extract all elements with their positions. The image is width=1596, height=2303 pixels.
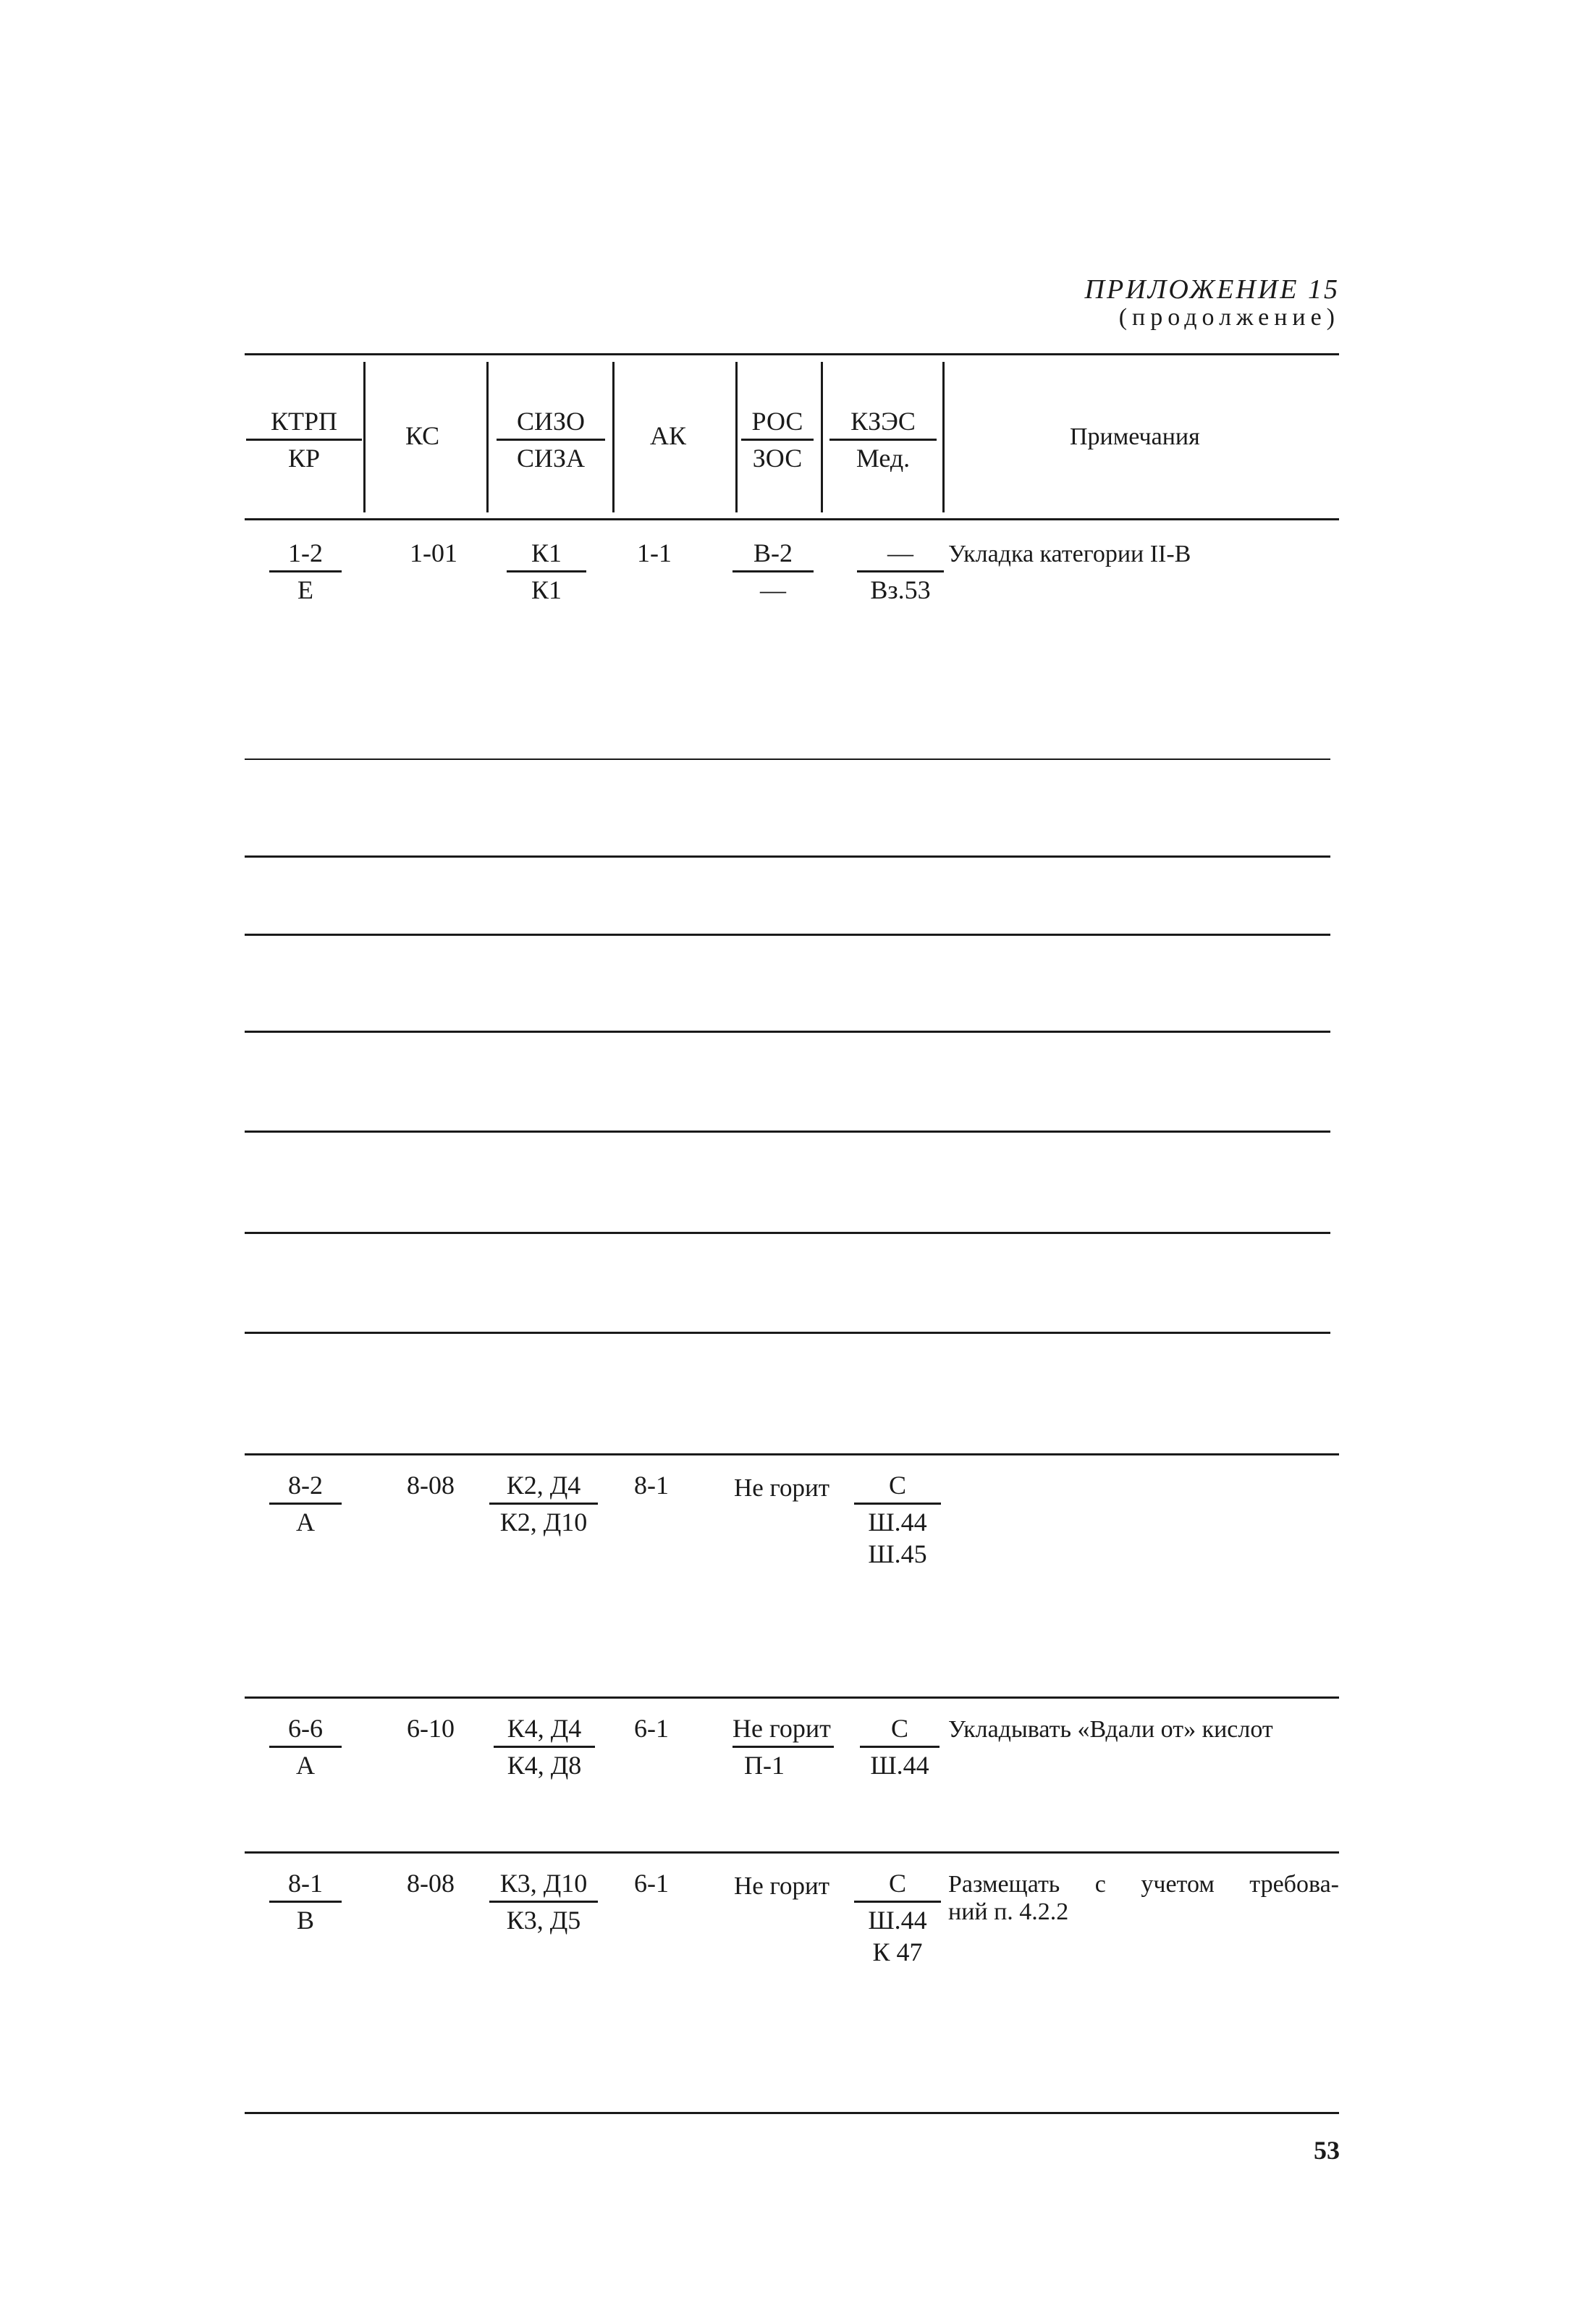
row2-kr: А bbox=[296, 1508, 315, 1537]
col-divider bbox=[821, 362, 823, 512]
row4-ktrp: 8-1 bbox=[288, 1869, 323, 1898]
row3-note: Укладывать «Вдали от» кислот bbox=[948, 1716, 1273, 1743]
row3-ktrp-kr bbox=[269, 1712, 342, 1781]
col-divider bbox=[612, 362, 615, 512]
empty-rule bbox=[245, 1031, 1330, 1033]
row-separator bbox=[245, 1851, 1339, 1854]
row4-siza: К3, Д5 bbox=[506, 1906, 581, 1935]
row2-siza: К2, Д10 bbox=[499, 1508, 588, 1537]
row3-ak: 6-1 bbox=[634, 1714, 669, 1743]
row3-kr: А bbox=[296, 1751, 315, 1780]
header-siza: СИЗА bbox=[516, 444, 586, 473]
row4-ros: Не горит bbox=[734, 1872, 830, 1900]
row-separator bbox=[245, 1453, 1339, 1455]
fraction-bar bbox=[269, 1746, 342, 1748]
header-sizo-siza bbox=[497, 405, 605, 474]
row4-kzes-med bbox=[854, 1867, 941, 1968]
fraction-bar bbox=[494, 1746, 595, 1748]
row4-ktrp-kr bbox=[269, 1867, 342, 1936]
fraction-bar bbox=[489, 1503, 598, 1505]
row2-kzes: С bbox=[888, 1471, 906, 1500]
header-ak: АК bbox=[650, 421, 687, 450]
row2-ros: Не горит bbox=[734, 1474, 830, 1502]
row4-med2: К 47 bbox=[872, 1938, 923, 1966]
row4-kr: В bbox=[296, 1906, 314, 1935]
table-top-rule bbox=[245, 353, 1339, 355]
table-bottom-rule bbox=[245, 2112, 1339, 2114]
header-med: Мед. bbox=[856, 444, 911, 473]
appendix-subtitle: (продолжение) bbox=[1118, 304, 1340, 331]
fraction-bar bbox=[269, 1503, 342, 1505]
header-kr: КР bbox=[287, 444, 321, 473]
fraction-bar bbox=[732, 570, 814, 572]
row-separator bbox=[245, 1696, 1339, 1699]
row3-ks: 6-10 bbox=[407, 1714, 455, 1743]
row1-kzes: — bbox=[887, 538, 913, 567]
fraction-bar bbox=[854, 1901, 941, 1903]
fraction-bar bbox=[829, 439, 937, 441]
row1-ktrp-kr bbox=[269, 537, 342, 606]
appendix-title: ПРИЛОЖЕНИЕ 15 bbox=[1084, 274, 1340, 305]
fraction-bar bbox=[741, 439, 814, 441]
row2-sizo: К2, Д4 bbox=[506, 1471, 581, 1500]
row2-med2: Ш.45 bbox=[868, 1539, 927, 1568]
row2-ak: 8-1 bbox=[634, 1471, 669, 1500]
fraction-bar bbox=[497, 439, 605, 441]
row3-sizo: К4, Д4 bbox=[507, 1714, 582, 1743]
row2-kzes-med bbox=[854, 1469, 941, 1570]
page-number: 53 bbox=[1314, 2136, 1340, 2165]
row1-kr: Е bbox=[297, 575, 313, 604]
row1-ak: 1-1 bbox=[637, 538, 672, 567]
row1-ks: 1-01 bbox=[410, 538, 457, 567]
fraction-bar bbox=[860, 1746, 940, 1748]
fraction-bar bbox=[269, 1901, 342, 1903]
row3-ros-zos bbox=[732, 1712, 848, 1781]
row1-kzes-med bbox=[857, 537, 944, 606]
fraction-bar bbox=[489, 1901, 598, 1903]
row4-ks: 8-08 bbox=[407, 1869, 455, 1898]
row4-sizo-siza bbox=[489, 1867, 598, 1936]
header-kzes: КЗЭС bbox=[850, 407, 916, 436]
row1-note: Укладка категории II-В bbox=[948, 541, 1191, 567]
row3-zos: П-1 bbox=[744, 1751, 785, 1780]
row1-sizo: К1 bbox=[531, 538, 562, 567]
header-zos: ЗОС bbox=[752, 444, 803, 473]
header-ros-zos bbox=[741, 405, 814, 474]
row1-med: Вз.53 bbox=[870, 575, 931, 604]
fraction-bar bbox=[854, 1503, 941, 1505]
header-sizo: СИЗО bbox=[516, 407, 586, 436]
fraction-bar bbox=[269, 570, 342, 572]
row3-kzes-med bbox=[860, 1712, 940, 1781]
row1-zos: — bbox=[760, 575, 786, 604]
empty-rule bbox=[245, 1332, 1330, 1334]
header-ks: КС bbox=[405, 421, 440, 450]
empty-rule bbox=[245, 1131, 1330, 1133]
header-kzes-med bbox=[829, 405, 937, 474]
row3-kzes: С bbox=[890, 1714, 908, 1743]
row2-sizo-siza bbox=[489, 1469, 598, 1538]
row1-ktrp: 1-2 bbox=[288, 538, 323, 567]
row4-note-line2: ний п. 4.2.2 bbox=[948, 1898, 1069, 1925]
fraction-bar bbox=[732, 1746, 834, 1748]
col-divider bbox=[363, 362, 366, 512]
row1-sizo-siza bbox=[507, 537, 586, 606]
row3-ros: Не горит bbox=[732, 1714, 831, 1743]
header-ktrp: КТРП bbox=[270, 407, 338, 436]
row1-siza: К1 bbox=[531, 575, 562, 604]
col-divider bbox=[486, 362, 489, 512]
fraction-bar bbox=[507, 570, 586, 572]
row4-sizo: К3, Д10 bbox=[499, 1869, 588, 1898]
row3-med: Ш.44 bbox=[870, 1751, 929, 1780]
col-divider bbox=[735, 362, 738, 512]
row1-ros: В-2 bbox=[753, 538, 793, 567]
row2-ktrp-kr bbox=[269, 1469, 342, 1538]
row4-kzes: С bbox=[888, 1869, 906, 1898]
row3-siza: К4, Д8 bbox=[507, 1751, 582, 1780]
header-notes: Примечания bbox=[1070, 423, 1200, 450]
row4-ak: 6-1 bbox=[634, 1869, 669, 1898]
fraction-bar bbox=[246, 439, 362, 441]
empty-rule bbox=[245, 934, 1330, 936]
empty-rule bbox=[245, 855, 1330, 858]
row2-med: Ш.44 bbox=[868, 1508, 927, 1537]
row4-med: Ш.44 bbox=[868, 1906, 927, 1935]
header-ktrp-kr bbox=[246, 405, 362, 474]
empty-rule bbox=[245, 758, 1330, 760]
fraction-bar bbox=[857, 570, 944, 572]
row3-ktrp: 6-6 bbox=[288, 1714, 323, 1743]
row2-ks: 8-08 bbox=[407, 1471, 455, 1500]
row3-sizo-siza bbox=[494, 1712, 595, 1781]
col-divider bbox=[942, 362, 945, 512]
row4-note-line1: Размещать с учетом требова- bbox=[948, 1871, 1339, 1898]
table-header-bottom-rule bbox=[245, 518, 1339, 520]
header-ros: РОС bbox=[751, 407, 803, 436]
row2-ktrp: 8-2 bbox=[288, 1471, 323, 1500]
empty-rule bbox=[245, 1232, 1330, 1234]
row1-ros-zos bbox=[732, 537, 814, 606]
